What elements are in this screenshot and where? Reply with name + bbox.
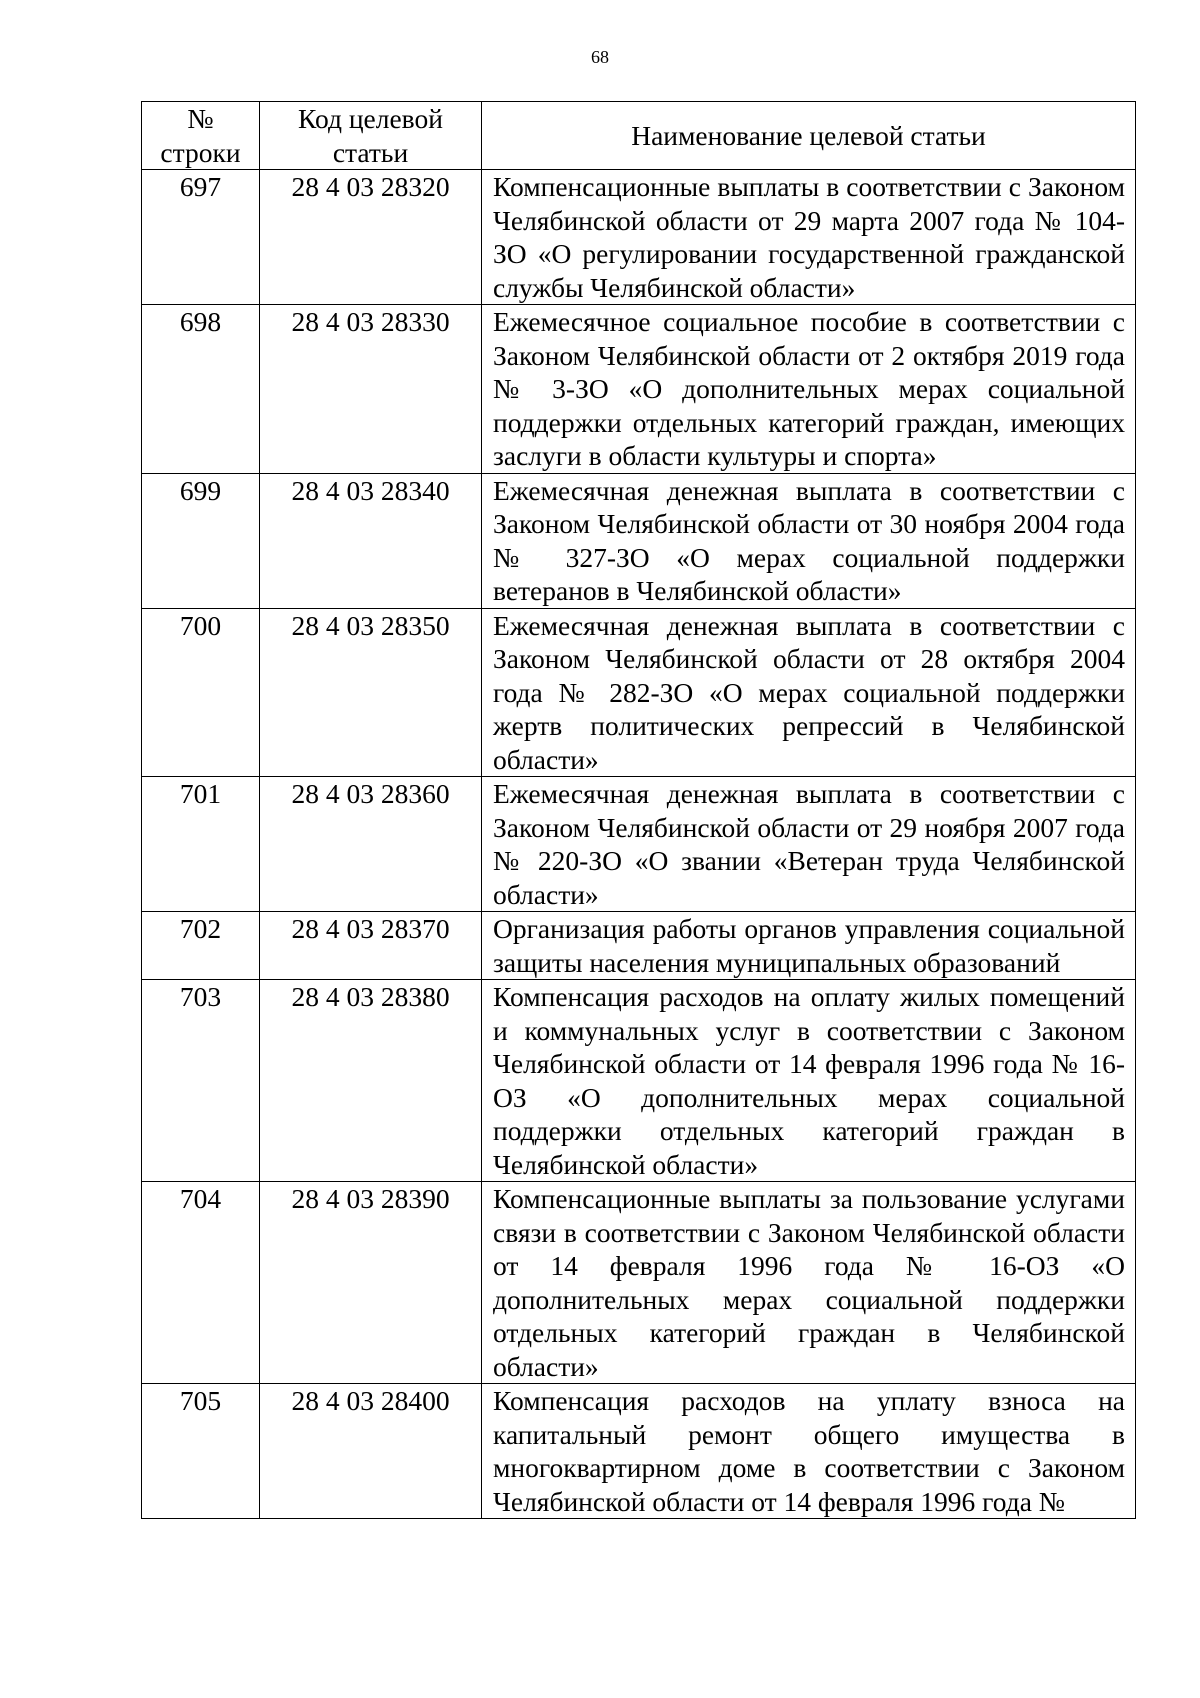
article-code: 28 4 03 28350 (260, 608, 482, 777)
table-row (142, 608, 1136, 777)
table-row (142, 980, 1136, 1182)
article-code: 28 4 03 28400 (260, 1384, 482, 1519)
header-row-number-line2: строки (160, 136, 241, 168)
article-name-text: Организация работы органов управления социальной защиты населения муниципальных образований (493, 913, 1125, 978)
row-number: 701 (142, 777, 260, 912)
row-number: 697 (142, 170, 260, 305)
article-name-text: Компенсационные выплаты в соответствии с Законом Челябинской области от 29 марта 2007 года № 104-ЗО «О регулировании государственной гражданской службы Челябинской области» (493, 171, 1125, 303)
row-number: 700 (142, 608, 260, 777)
article-code: 28 4 03 28360 (260, 777, 482, 912)
row-number: 704 (142, 1182, 260, 1384)
article-code: 28 4 03 28320 (260, 170, 482, 305)
article-name-text: Компенсация расходов на уплату взноса на капитальный ремонт общего имущества в многоквартирном доме в соответствии с Законом Челябинской области от 14 февраля 1996 года № (493, 1385, 1125, 1517)
article-name (482, 777, 1136, 912)
table-row (142, 170, 1136, 305)
header-article-code-line1: Код целевой (298, 103, 443, 134)
row-number: 699 (142, 473, 260, 608)
table-row (142, 777, 1136, 912)
row-number: 702 (142, 912, 260, 980)
article-name (482, 305, 1136, 474)
article-code: 28 4 03 28380 (260, 980, 482, 1182)
page-number: 68 (591, 47, 609, 67)
article-name (482, 980, 1136, 1182)
article-code: 28 4 03 28390 (260, 1182, 482, 1384)
table-header-row (142, 102, 1136, 170)
article-name (482, 1384, 1136, 1519)
article-name-text: Ежемесячная денежная выплата в соответствии с Законом Челябинской области от 29 ноября 2007 года № 220-ЗО «О звании «Ветеран труда Челябинской области» (493, 778, 1125, 910)
article-code: 28 4 03 28330 (260, 305, 482, 474)
article-name-text: Компенсационные выплаты за пользование услугами связи в соответствии с Законом Челябинской области от 14 февраля 1996 года № 16-ОЗ «О дополнительных мерах социальной поддержки отдельных категорий граждан в Челябинской области» (493, 1183, 1125, 1382)
row-number: 698 (142, 305, 260, 474)
table-row (142, 473, 1136, 608)
table-row (142, 1182, 1136, 1384)
header-article-name: Наименование целевой статьи (482, 102, 1136, 170)
article-name (482, 473, 1136, 608)
table-row (142, 1384, 1136, 1519)
article-name-text: Ежемесячная денежная выплата в соответствии с Законом Челябинской области от 30 ноября 2004 года № 327-ЗО «О мерах социальной поддержки ветеранов в Челябинской области» (493, 474, 1125, 606)
article-code: 28 4 03 28340 (260, 473, 482, 608)
article-name-text: Ежемесячная денежная выплата в соответствии с Законом Челябинской области от 28 октября 2004 года № 282-ЗО «О мерах социальной поддержки жертв политических репрессий в Челябинской области» (493, 609, 1125, 775)
header-article-code-line2: статьи (332, 136, 409, 168)
header-article-code (260, 102, 482, 170)
article-code: 28 4 03 28370 (260, 912, 482, 980)
target-articles-table (141, 101, 1136, 1519)
article-name (482, 608, 1136, 777)
row-number: 703 (142, 980, 260, 1182)
header-row-number (142, 102, 260, 170)
article-name (482, 170, 1136, 305)
table-row (142, 912, 1136, 980)
article-name (482, 1182, 1136, 1384)
row-number: 705 (142, 1384, 260, 1519)
article-name (482, 912, 1136, 980)
article-name-text: Ежемесячное социальное пособие в соответствии с Законом Челябинской области от 2 октября 2019 года № 3-ЗО «О дополнительных мерах социальной поддержки отдельных категорий граждан, имеющих заслуги в области культуры и спорта» (493, 306, 1125, 471)
header-row-number-line1: № (187, 103, 214, 134)
table-row (142, 305, 1136, 474)
article-name-text: Компенсация расходов на оплату жилых помещений и коммунальных услуг в соответствии с Законом Челябинской области от 14 февраля 1996 года № 16-ОЗ «О дополнительных мерах социальной поддержки отдельных категорий граждан в Челябинской области» (493, 981, 1125, 1180)
